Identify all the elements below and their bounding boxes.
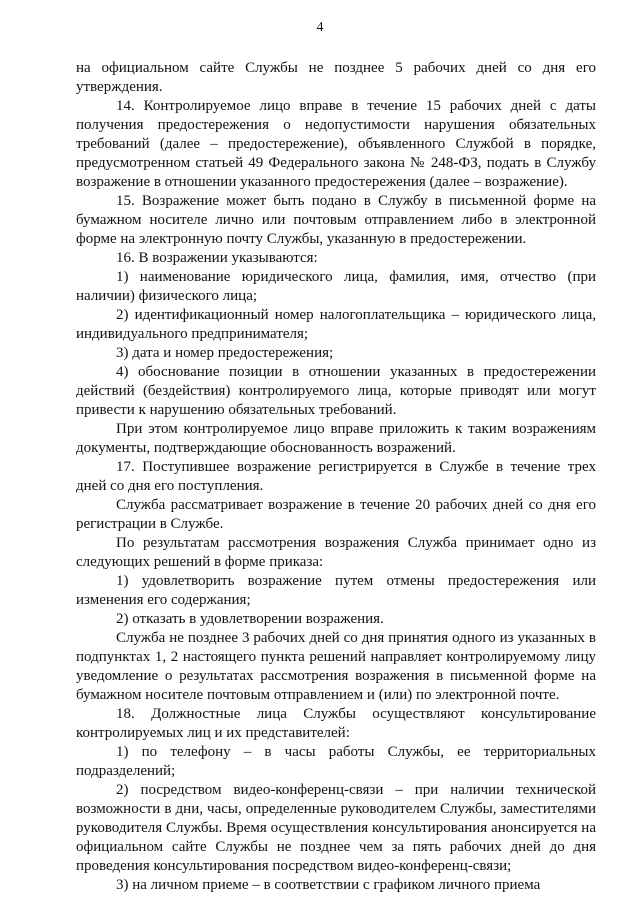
paragraph-17-review: Служба рассматривает возражение в течение 20 рабочих дней со дня его регистрации в Службе. xyxy=(76,497,596,532)
list-item-16-1: 1) наименование юридического лица, фамилия, имя, отчество (при наличии) физического лица; xyxy=(76,269,596,304)
paragraph-17-notice: Служба не позднее 3 рабочих дней со дня принятия одного из указанных в подпунктах 1, 2 настоящего пункта решений направляет контролируемому лицу уведомление о результатах рассмотрения возражения в письменной форме на бумажном носителе почтовым отправлением и (или) по электронной почте. xyxy=(76,630,596,703)
list-item-18-1: 1) по телефону – в часы работы Службы, ее территориальных подразделений; xyxy=(76,744,596,779)
paragraph-14: 14. Контролируемое лицо вправе в течение 15 рабочих дней с даты получения предостережения о недопустимости нарушения обязательных требований (далее – предостережение), объявленного Службой в порядке, предусмотренном статьей 49 Федерального закона № 248-ФЗ, подать в Службу возражение в отношении указанного предостережения (далее – возражение). xyxy=(76,98,596,190)
page-number: 4 xyxy=(316,20,324,35)
list-item-18-3: 3) на личном приеме – в соответствии с графиком личного приема xyxy=(116,877,541,893)
paragraph-16: 16. В возражении указываются: xyxy=(116,250,318,266)
paragraph-16-note: При этом контролируемое лицо вправе приложить к таким возражениям документы, подтверждающие обоснованность возражений. xyxy=(76,421,596,456)
paragraph-continuation: на официальном сайте Службы не позднее 5 рабочих дней со дня его утверждения. xyxy=(76,60,596,95)
paragraph-17: 17. Поступившее возражение регистрируется в Службе в течение трех дней со дня его поступления. xyxy=(76,459,596,494)
paragraph-15: 15. Возражение может быть подано в Службу в письменной форме на бумажном носителе лично или почтовым отправлением либо в электронной форме на электронную почту Службы, указанную в предостережении. xyxy=(76,193,596,247)
list-item-17-2: 2) отказать в удовлетворении возражения. xyxy=(116,611,384,627)
document-body xyxy=(76,59,596,895)
list-item-16-3: 3) дата и номер предостережения; xyxy=(116,345,334,361)
paragraph-17-decisions: По результатам рассмотрения возражения Служба принимает одно из следующих решений в форме приказа: xyxy=(76,535,596,570)
list-item-17-1: 1) удовлетворить возражение путем отмены предостережения или изменения его содержания; xyxy=(76,573,596,608)
list-item-18-2: 2) посредством видео-конференц-связи – при наличии технической возможности в дни, часы, определенные руководителем Службы, заместителями руководителя Службы. Время осуществления консультирования анонсируется на официальном сайте Службы не позднее чем за пять рабочих дней до дня проведения консультирования посредством видео-конференц-связи; xyxy=(76,782,596,874)
list-item-16-2: 2) идентификационный номер налогоплательщика – юридического лица, индивидуального предпринимателя; xyxy=(76,307,596,342)
paragraph-18: 18. Должностные лица Службы осуществляют консультирование контролируемых лиц и их представителей: xyxy=(76,706,596,741)
list-item-16-4: 4) обоснование позиции в отношении указанных в предостережении действий (бездействия) контролируемого лица, которые приводят или могут привести к нарушению обязательных требований. xyxy=(76,364,596,418)
